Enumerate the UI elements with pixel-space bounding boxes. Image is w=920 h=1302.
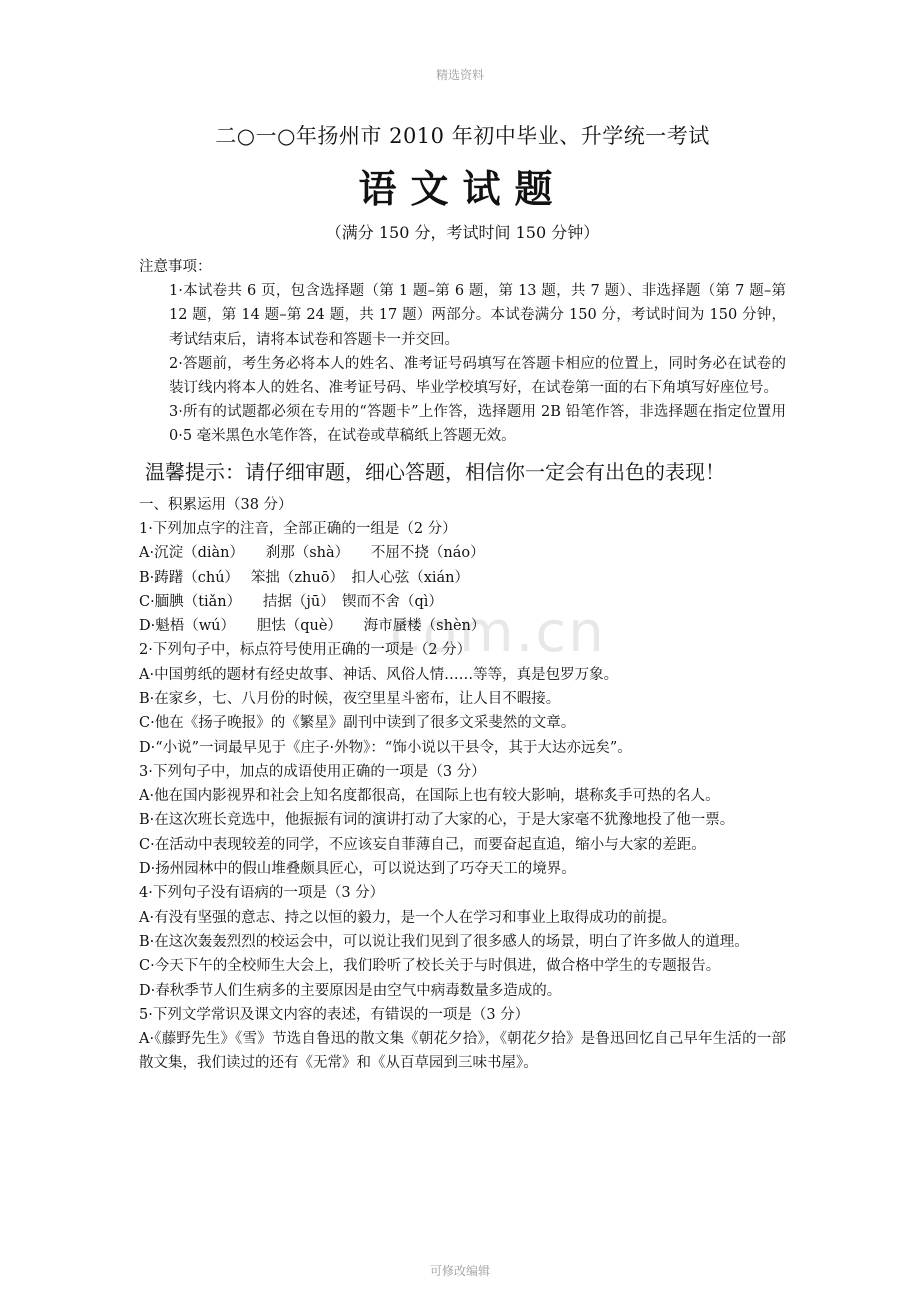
question-4-option-a: A·有没有坚强的意志、持之以恒的毅力，是一个人在学习和事业上取得成功的前提。: [139, 909, 677, 926]
question-2-stem: 2·下列句子中，标点符号使用正确的一项是（2 分）: [139, 642, 472, 659]
exam-text: [139, 255, 786, 1076]
question-1-option-b: B·踌躇（chú） 笨拙（zhuō） 扣人心弦（xián）: [139, 569, 470, 586]
question-3-option-c: C·在活动中表现较差的同学，不应该妄自菲薄自己，而要奋起直追，缩小与大家的差距。: [139, 836, 706, 853]
question-1-option-c: C·腼腆（tiǎn） 拮据（jū） 锲而不舍（qì）: [139, 593, 443, 610]
question-3-option-a: A·他在国内影视界和社会上知名度都很高，在国际上也有较大影响，堪称炙手可热的名人。: [139, 788, 720, 805]
question-4-option-c: C·今天下午的全校师生大会上，我们聆听了校长关于与时俱进，做合格中学生的专题报告。: [139, 958, 721, 975]
notice-item-1: 1·本试卷共 6 页，包含选择题（第 1 题–第 6 题，第 13 题，共 7 题）、非选择题（第 7 题–第 12 题，第 14 题–第 24 题，共 17 题）两部分。本试卷满分 150 分，考试时间为 150 分钟，考试结束后，请将本试卷和答题卡一并交回。: [169, 283, 786, 348]
question-2-option-c: C·他在《扬子晚报》的《繁星》副刊中读到了很多文采斐然的文章。: [139, 715, 576, 732]
question-2-option-d: D·“小说”一词最早见于《庄子·外物》：“饰小说以干县令，其于大达亦远矣”。: [139, 739, 632, 756]
tip-banner: 温馨提示：请仔细审题，细心答题，相信你一定会有出色的表现！: [145, 459, 725, 484]
section-heading: 一、积累运用（38 分）: [139, 496, 293, 513]
exam-title: 二○一○年扬州市 2010 年初中毕业、升学统一考试: [215, 124, 710, 148]
exam-info: （满分 150 分，考试时间 150 分钟）: [325, 223, 600, 242]
notice-heading: 注意事项：: [139, 259, 212, 275]
watermark: com.cn: [390, 600, 606, 665]
page-header: 精选资料: [435, 68, 484, 82]
subject-title: 语文试题: [358, 167, 567, 211]
notice-item-2: 2·答题前，考生务必将本人的姓名、准考证号码填写在答题卡相应的位置上，同时务必在试卷的装订线内将本人的姓名、准考证号码、毕业学校填写好，在试卷第一面的右下角填写好座位号。: [169, 355, 786, 397]
question-2-option-b: B·在家乡，七、八月份的时候，夜空里星斗密布，让人目不暇接。: [139, 691, 561, 707]
notice-item-3: 3·所有的试题都必须在专用的“答题卡”上作答，选择题用 2B 铅笔作答，非选择题在指定位置用 0·5 毫米黑色水笔作答，在试卷或草稿纸上答题无效。: [169, 404, 786, 445]
section-accumulation: [139, 493, 786, 1076]
question-3-option-b: B·在这次班长竞选中，他振振有词的演讲打动了大家的心，于是大家毫不犹豫地投了他一票。: [139, 812, 735, 829]
page-footer: 可修改编辑: [429, 1264, 490, 1278]
question-4-option-d: D·春秋季节人们生病多的主要原因是由空气中病毒数量多造成的。: [139, 982, 562, 999]
question-5-stem: 5·下列文学常识及课文内容的表述，有错误的一项是（3 分）: [139, 1006, 530, 1023]
question-3-stem: 3·下列句子中，加点的成语使用正确的一项是（3 分）: [139, 763, 486, 780]
question-1-stem: 1·下列加点字的注音，全部正确的一组是（2 分）: [139, 520, 457, 537]
question-1-option-a: A·沉淀（diàn） 刹那（shà） 不屈不挠（náo）: [139, 545, 485, 562]
question-2-option-a: A·中国剪纸的题材有经史故事、神话、风俗人情……等等，真是包罗万象。: [139, 666, 619, 683]
question-1-option-d: D·魁梧（wú） 胆怯（què） 海市蜃楼（shèn）: [139, 618, 486, 635]
question-4-option-b: B·在这次轰轰烈烈的校运会中，可以说让我们见到了很多感人的场景，明白了许多做人的道理。: [139, 933, 749, 950]
question-5-option-a: A·《藤野先生》《雪》节选自鲁迅的散文集《朝花夕拾》，《朝花夕拾》是鲁迅回忆自己早年生活的一部散文集，我们读过的还有《无常》和《从百草园到三味书屋》。: [139, 1031, 786, 1072]
question-3-option-d: D·扬州园林中的假山堆叠颇具匠心，可以说达到了巧夺天工的境界。: [139, 861, 576, 878]
question-4-stem: 4·下列句子没有语病的一项是（3 分）: [139, 885, 385, 902]
